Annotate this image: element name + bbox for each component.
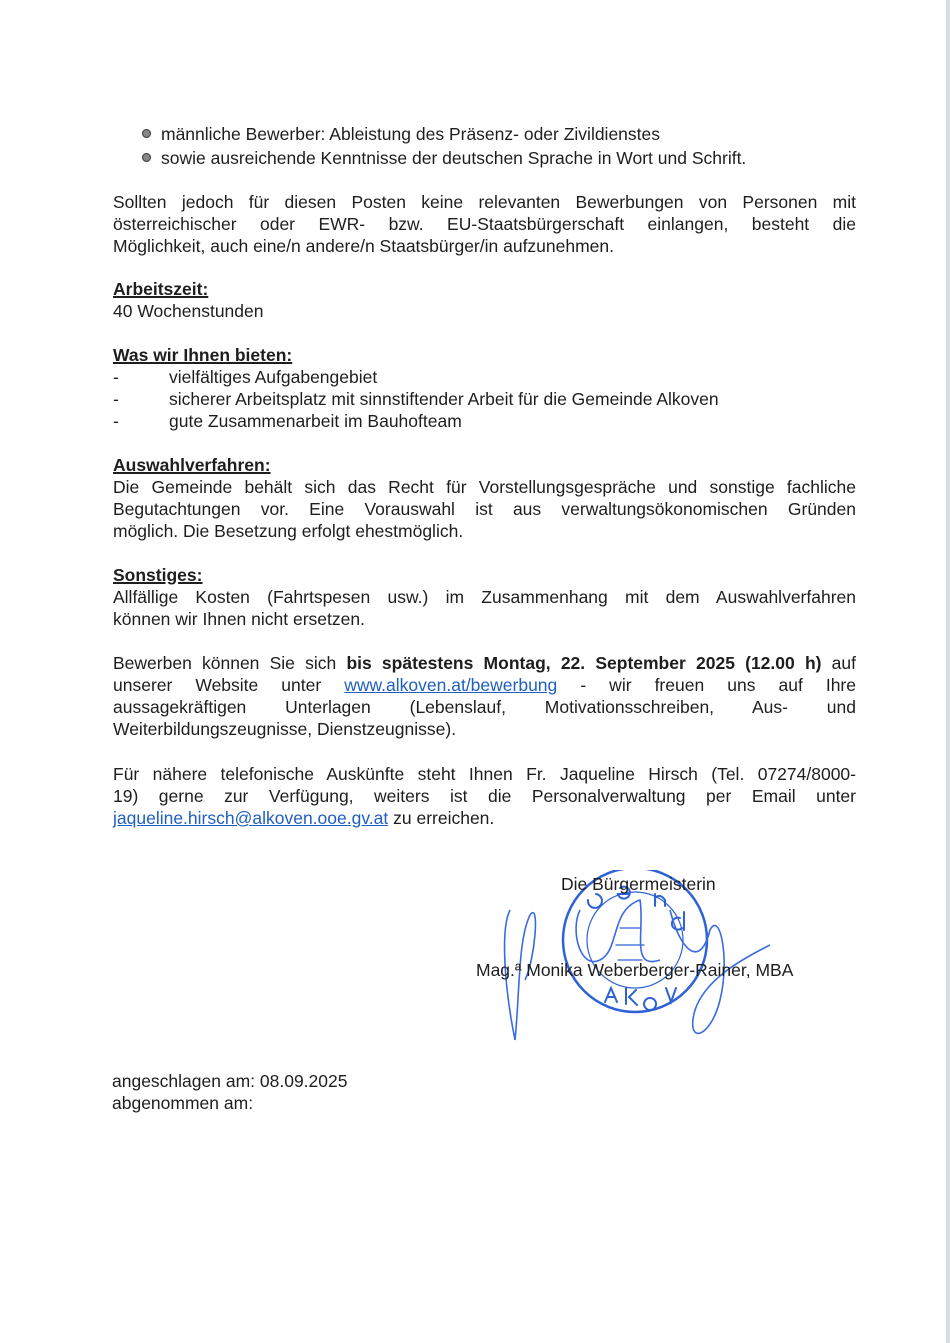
arbeitszeit-section: [113, 278, 856, 322]
contact-paragraph: Für nähere telefonische Auskünfte steht Ihnen Fr. Jaqueline Hirsch (Tel. 07274/8000- 19) gerne zur Verfügung, weiters ist die Personalverwaltung per Email unter jaqueline.hirsch@alkoven.ooe.gv.at zu erreichen.: [113, 764, 856, 828]
requirements-list: [142, 122, 746, 170]
text-line: Begutachtungen vor. Eine Vorauswahl ist aus verwaltungsökonomischen Gründen: [113, 499, 856, 519]
text-line: möglich. Die Besetzung erfolgt ehestmöglich.: [113, 521, 464, 541]
email-link[interactable]: jaqueline.hirsch@alkoven.ooe.gv.at: [113, 808, 389, 828]
text-line: österreichischer oder EWR- bzw. EU-Staatsbürgerschaft einlangen, besteht die: [113, 214, 856, 234]
text-line: Die Gemeinde behält sich das Recht für Vorstellungsgespräche und sonstige fachliche: [113, 477, 856, 497]
text-line: können wir Ihnen nicht ersetzen.: [113, 609, 365, 629]
signature-title: Die Bürgermeisterin: [561, 874, 716, 894]
text-line: Sollten jedoch für diesen Posten keine relevanten Bewerbungen von Personen mit: [113, 192, 856, 212]
section-heading: Arbeitszeit:: [113, 279, 209, 299]
posting-info: [112, 1070, 855, 1114]
text-line: 19) gerne zur Verfügung, weiters ist die Personalverwaltung per Email unter: [113, 786, 856, 806]
deadline: bis spätestens Montag, 22. September 2025 (12.00 h): [346, 653, 822, 673]
text-line: Allfällige Kosten (Fahrtspesen usw.) im Zusammenhang mit dem Auswahlverfahren: [113, 587, 856, 607]
website-link[interactable]: www.alkoven.at/bewerbung: [344, 675, 558, 695]
removed-date: abgenommen am:: [112, 1093, 254, 1113]
citizenship-paragraph: [113, 191, 856, 257]
sonstiges-section: [113, 564, 856, 630]
list-item: männliche Bewerber: Ableistung des Präsenz- oder Zivildienstes: [142, 122, 746, 146]
text-line: Möglichkeit, auch eine/n andere/n Staatsbürger/in aufzunehmen.: [113, 236, 615, 256]
section-heading: Was wir Ihnen bieten:: [113, 345, 293, 365]
list-item: - vielfältiges Aufgabengebiet: [113, 367, 378, 387]
section-heading: Sonstiges:: [113, 565, 203, 585]
posted-date: angeschlagen am: 08.09.2025: [112, 1071, 348, 1091]
signatory-name: Mag.ª Monika Weberberger-Rainer, MBA: [476, 960, 794, 980]
scan-edge: [946, 0, 950, 1343]
text-line: Weiterbildungszeugnisse, Dienstzeugnisse).: [113, 719, 457, 739]
section-heading: Auswahlverfahren:: [113, 455, 271, 475]
angebot-section: [113, 344, 856, 432]
auswahl-section: [113, 454, 856, 542]
application-paragraph: Bewerben können Sie sich bis spätestens Montag, 22. September 2025 (12.00 h) auf unserer Website unter www.alkoven.at/bewerbung - wir freuen uns auf Ihre aussagekräftigen Unterlagen (Lebenslauf, Motivationsschreiben, Aus- und Weiterbildungszeugnisse, Dienstzeugnisse).: [113, 653, 856, 739]
list-item: sowie ausreichende Kenntnisse der deutschen Sprache in Wort und Schrift.: [142, 146, 746, 170]
list-item: - gute Zusammenarbeit im Bauhofteam: [113, 411, 462, 431]
list-item: - sicherer Arbeitsplatz mit sinnstiftender Arbeit für die Gemeinde Alkoven: [113, 389, 719, 409]
text-line: aussagekräftigen Unterlagen (Lebenslauf, Motivationsschreiben, Aus- und: [113, 697, 856, 717]
section-text: 40 Wochenstunden: [113, 301, 264, 321]
text-line: Für nähere telefonische Auskünfte steht Ihnen Fr. Jaqueline Hirsch (Tel. 07274/8000-: [113, 764, 856, 784]
